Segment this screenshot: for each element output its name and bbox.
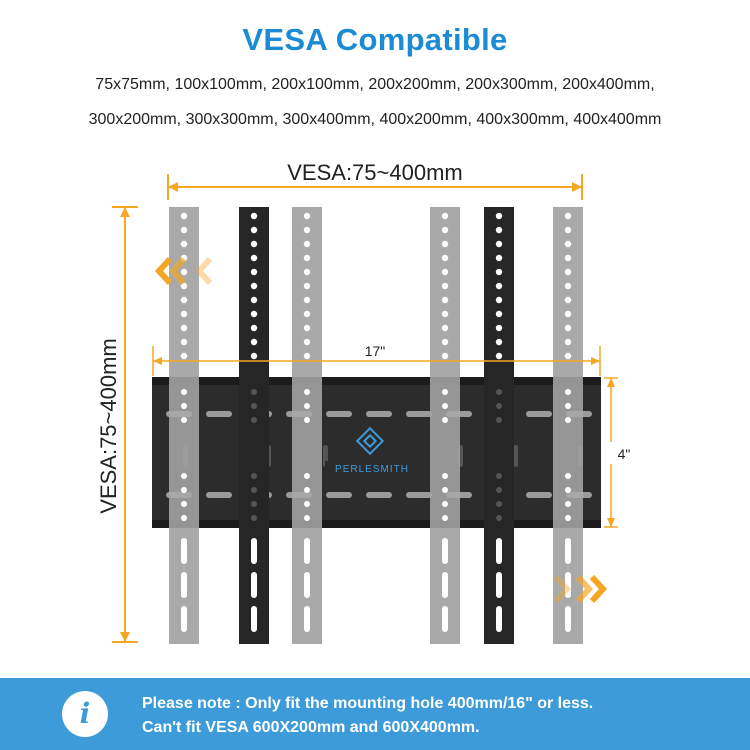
- compatible-sizes-line-2: 300x200mm, 300x300mm, 300x400mm, 400x200mm, 400x300mm, 400x400mm: [88, 111, 662, 128]
- note-banner: [0, 678, 750, 750]
- wall-plate: [152, 377, 601, 528]
- info-icon: i: [62, 691, 108, 737]
- note-line-1: Please note : Only fit the mounting hole 400mm/16" or less.: [142, 695, 594, 712]
- page-title: VESA Compatible: [242, 22, 508, 57]
- note-text: [142, 692, 742, 740]
- plate-width-label: 17": [364, 343, 386, 359]
- note-line-2: Can't fit VESA 600X200mm and 600X400mm.: [142, 719, 480, 736]
- brand-name: PERLESMITH: [335, 464, 409, 475]
- arm-front-segment-2: [239, 377, 269, 528]
- arm-front-segment-4: [430, 377, 460, 528]
- arm-front-segment-3: [292, 377, 322, 528]
- plate-height-label: 4": [617, 446, 631, 462]
- vesa-height-label: VESA:75~400mm: [96, 338, 121, 514]
- arm-front-segment-5: [484, 377, 514, 528]
- compatible-sizes-line-1: 75x75mm, 100x100mm, 200x100mm, 200x200mm, 200x300mm, 200x400mm,: [95, 76, 655, 93]
- vesa-width-label: VESA:75~400mm: [287, 160, 463, 185]
- arm-front-segment-6: [553, 377, 583, 528]
- arm-front-segment-1: [169, 377, 199, 528]
